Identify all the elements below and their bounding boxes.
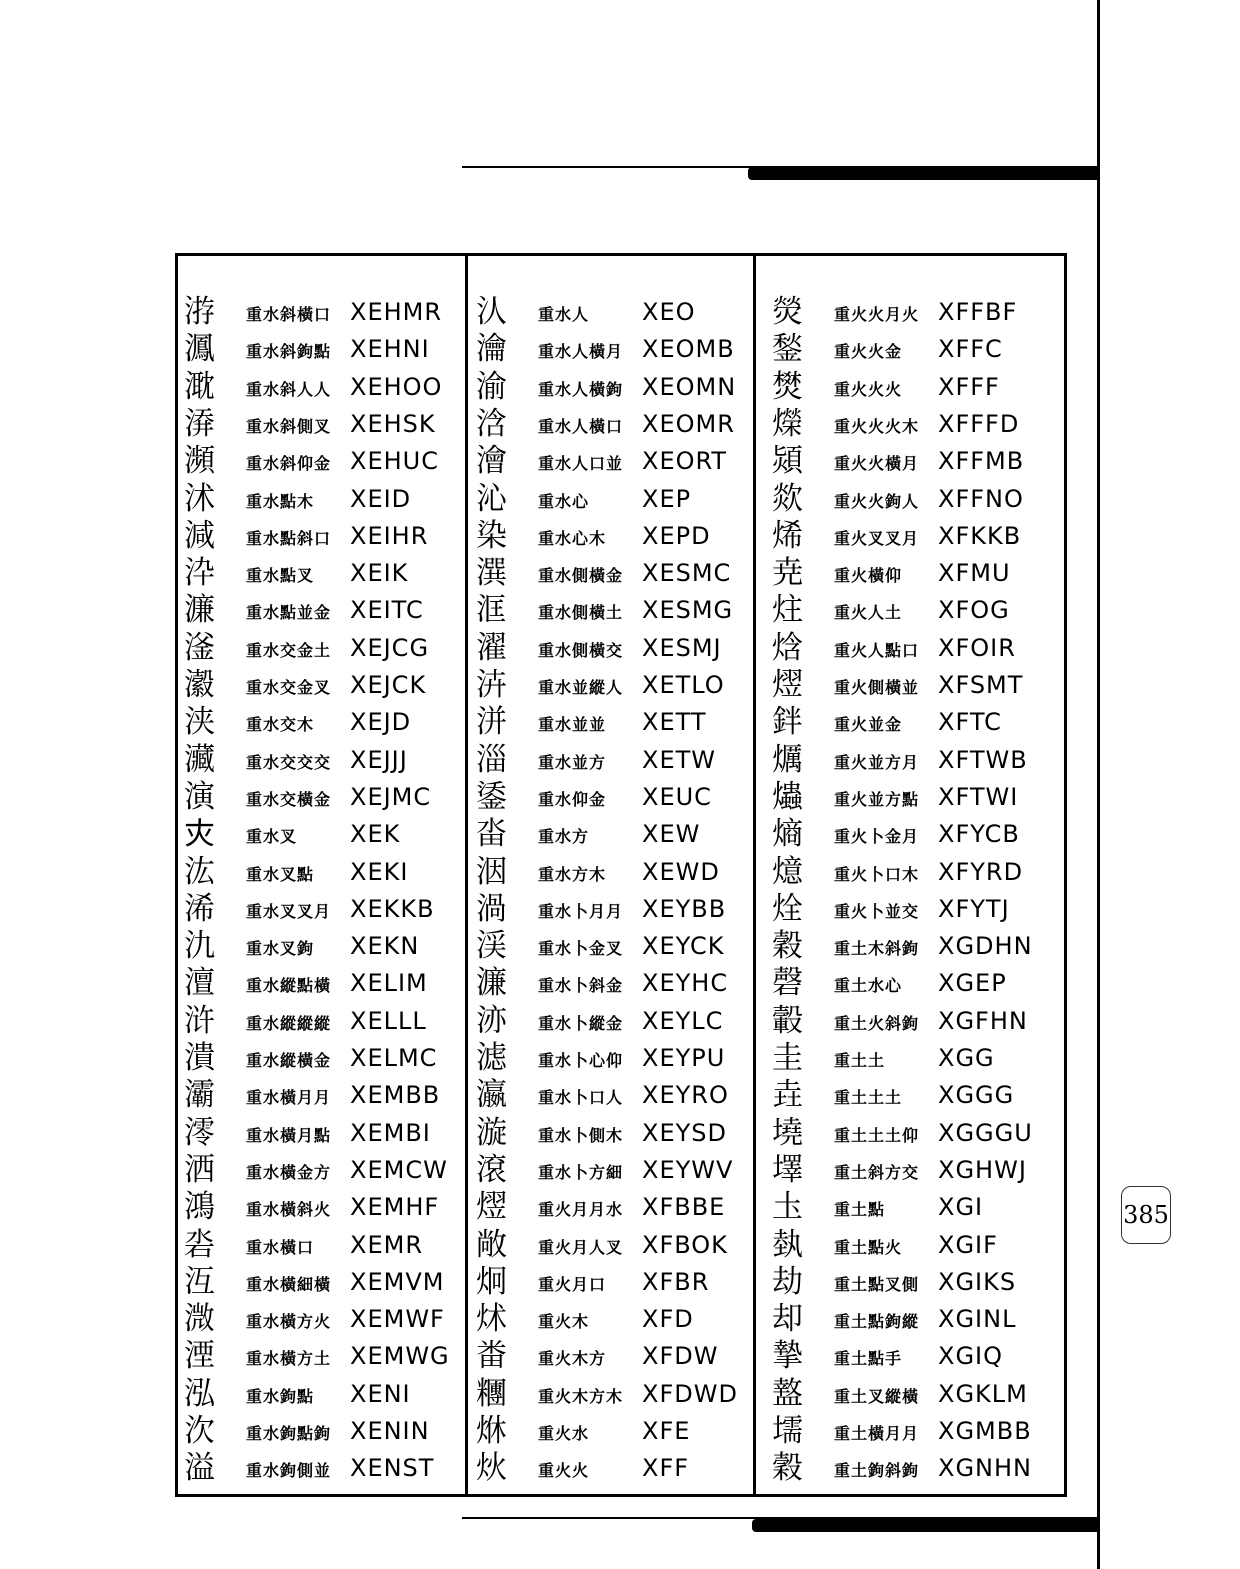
input-code: XEMBB <box>350 1081 441 1110</box>
character-glyph: 穀 <box>772 1450 803 1487</box>
input-code: XEIK <box>350 559 409 588</box>
radical-decomposition: 重火橫仰 <box>834 566 903 586</box>
input-code: XENIN <box>350 1417 430 1445</box>
input-code: XENST <box>350 1454 435 1483</box>
character-glyph: 洭 <box>476 592 507 629</box>
character-glyph: 汯 <box>184 853 215 890</box>
character-glyph: 濯 <box>476 629 507 666</box>
input-code: XELMC <box>350 1044 438 1072</box>
character-glyph: 濂 <box>184 592 215 629</box>
input-code: XFOIR <box>938 633 1016 662</box>
character-glyph: 滾 <box>476 1151 507 1188</box>
character-glyph: 却 <box>772 1301 803 1338</box>
character-glyph: 穀 <box>772 928 803 965</box>
radical-decomposition: 重土斜方交 <box>834 1162 920 1182</box>
radical-decomposition: 重水點木 <box>246 491 315 511</box>
input-code: XEWD <box>642 857 720 886</box>
radical-decomposition: 重水人橫口 <box>538 416 624 436</box>
character-glyph: 淄 <box>476 741 507 778</box>
character-glyph: 㵯 <box>184 331 215 368</box>
input-code: XGDHN <box>938 932 1033 961</box>
character-glyph: 爄 <box>772 741 803 778</box>
radical-decomposition: 重水橫斜火 <box>246 1200 332 1220</box>
input-code: XFYCB <box>938 820 1020 849</box>
input-code: XFTC <box>938 708 1002 737</box>
input-code: XEIHR <box>350 521 429 550</box>
radical-decomposition: 重水鉤側並 <box>246 1461 332 1481</box>
character-glyph: 爞 <box>772 778 803 815</box>
character-glyph: 熲 <box>772 443 803 480</box>
character-glyph: 鉡 <box>772 704 803 741</box>
character-glyph: 熒 <box>772 294 803 330</box>
character-glyph: 沍 <box>184 1263 215 1300</box>
input-code: XFFF <box>938 372 1000 401</box>
character-glyph: 湮 <box>184 1338 215 1375</box>
character-glyph: 欻 <box>772 480 803 517</box>
character-glyph: 溦 <box>184 1301 215 1338</box>
character-glyph: 沭 <box>184 480 215 517</box>
character-glyph: 潠 <box>476 555 507 592</box>
input-code: XFF <box>642 1454 690 1483</box>
input-code: XEMHF <box>350 1193 440 1222</box>
input-code: XGMBB <box>938 1417 1032 1445</box>
input-code: XGEP <box>938 969 1007 998</box>
character-glyph: 滤 <box>476 1040 507 1076</box>
radical-decomposition: 重水橫金方 <box>246 1162 332 1182</box>
character-glyph: 摯 <box>772 1338 803 1375</box>
radical-decomposition: 重水卜金叉 <box>538 939 624 959</box>
input-code: XEMCW <box>350 1155 448 1184</box>
input-code: XEOMB <box>642 335 735 364</box>
input-code: XEW <box>642 820 701 849</box>
radical-decomposition: 重火火火木 <box>834 416 920 436</box>
radical-decomposition: 重水橫方火 <box>246 1312 332 1332</box>
input-code: XETW <box>642 745 716 774</box>
radical-decomposition: 重水斜仰金 <box>246 454 332 474</box>
input-code: XEKKB <box>350 894 435 923</box>
input-code: XEOMR <box>642 409 735 438</box>
input-code: XFBBE <box>642 1193 726 1222</box>
character-glyph: 汄 <box>476 294 507 330</box>
radical-decomposition: 重土點 <box>834 1200 886 1220</box>
character-glyph: 氿 <box>184 928 215 965</box>
header-thick-rule <box>748 167 1098 180</box>
input-code: XGG <box>938 1044 995 1072</box>
radical-decomposition: 重火水 <box>538 1424 590 1443</box>
radical-decomposition: 重水橫月點 <box>246 1125 332 1145</box>
radical-decomposition: 重土點手 <box>834 1349 903 1369</box>
radical-decomposition: 重土點叉側 <box>834 1274 920 1294</box>
input-code: XEJMC <box>350 782 432 811</box>
input-code: XELLL <box>350 1006 427 1035</box>
character-glyph: 爃 <box>772 405 803 442</box>
radical-decomposition: 重土土 <box>834 1051 886 1070</box>
radical-decomposition: 重水交木 <box>246 715 315 735</box>
character-glyph: 鋈 <box>476 778 507 815</box>
radical-decomposition: 重水方 <box>538 827 590 847</box>
radical-decomposition: 重水人橫鉤 <box>538 379 624 399</box>
input-code: XEYPU <box>642 1044 726 1072</box>
radical-decomposition: 重火並方月 <box>834 752 920 772</box>
input-code: XFDWD <box>642 1379 738 1408</box>
radical-decomposition: 重水橫月月 <box>246 1088 332 1108</box>
radical-decomposition: 重水並方 <box>538 752 607 772</box>
column-divider-1 <box>465 253 468 1497</box>
radical-decomposition: 重土火斜鉤 <box>834 1013 920 1033</box>
character-glyph: 炢 <box>476 1301 507 1338</box>
input-code: XFOG <box>938 596 1010 625</box>
character-glyph: 澮 <box>476 443 507 480</box>
input-code: XETLO <box>642 671 725 699</box>
input-code: XGIQ <box>938 1342 1004 1371</box>
character-glyph: 潰 <box>184 1040 215 1076</box>
input-code: XFKKB <box>938 521 1022 550</box>
character-glyph: 洇 <box>476 853 507 890</box>
input-code: XEHMR <box>350 298 443 326</box>
radical-decomposition: 重火木方木 <box>538 1386 624 1406</box>
character-glyph: 燱 <box>772 853 803 890</box>
character-glyph: 熵 <box>772 816 803 853</box>
input-code: XEK <box>350 820 401 849</box>
character-glyph: 瀹 <box>476 331 507 368</box>
radical-decomposition: 重水橫口 <box>246 1237 315 1257</box>
character-glyph: 圡 <box>772 1189 803 1226</box>
radical-decomposition: 重水斜人人 <box>246 379 332 399</box>
character-glyph: 演 <box>184 778 215 815</box>
character-glyph: 敞 <box>476 1226 507 1263</box>
input-code: XEJJJ <box>350 745 408 774</box>
radical-decomposition: 重水卜方細 <box>538 1162 624 1182</box>
character-glyph: 沯 <box>184 1226 215 1263</box>
radical-decomposition: 重水縱橫金 <box>246 1051 332 1070</box>
radical-decomposition: 重火卜金月 <box>834 827 920 847</box>
radical-decomposition: 重火火鉤人 <box>834 491 920 511</box>
radical-decomposition: 重土土土仰 <box>834 1125 920 1145</box>
input-code: XFFC <box>938 335 1003 364</box>
radical-decomposition: 重火火橫月 <box>834 454 920 474</box>
character-glyph: 泋 <box>476 667 507 703</box>
input-code: XEKN <box>350 932 420 961</box>
input-code: XEJCK <box>350 671 427 699</box>
radical-decomposition: 重火月月水 <box>538 1200 624 1220</box>
character-glyph: 炷 <box>772 592 803 629</box>
input-code: XEYRO <box>642 1081 729 1110</box>
character-glyph: 㳺 <box>184 294 215 330</box>
input-code: XGINL <box>938 1305 1017 1334</box>
input-code: XFBOK <box>642 1230 728 1259</box>
character-glyph: 炏 <box>476 1450 507 1487</box>
character-glyph: 減 <box>184 517 215 554</box>
input-code: XEHSK <box>350 409 436 438</box>
character-glyph: 燓 <box>772 368 803 405</box>
input-code: XEYSD <box>642 1118 727 1147</box>
character-glyph: 浛 <box>476 405 507 442</box>
page-number-badge <box>1121 1186 1171 1244</box>
radical-decomposition: 重水卜月月 <box>538 901 624 921</box>
radical-decomposition: 重土水心 <box>834 976 903 996</box>
character-glyph: 尭 <box>772 555 803 592</box>
input-code: XEORT <box>642 447 728 476</box>
character-glyph: 埶 <box>772 1226 803 1263</box>
character-glyph: 泓 <box>184 1375 215 1412</box>
radical-decomposition: 重土鉤斜鉤 <box>834 1461 920 1481</box>
radical-decomposition: 重火木方 <box>538 1349 607 1369</box>
character-glyph: 𡗜 <box>184 816 215 853</box>
input-code: XFBR <box>642 1267 710 1296</box>
character-glyph: 糰 <box>476 1375 507 1412</box>
character-glyph: 焓 <box>772 629 803 666</box>
character-glyph: 墝 <box>772 1114 803 1151</box>
radical-decomposition: 重水斜鉤點 <box>246 342 332 362</box>
radical-decomposition: 重水卜側木 <box>538 1125 624 1145</box>
character-glyph: 劫 <box>772 1263 803 1300</box>
character-glyph: 沁 <box>476 480 507 517</box>
input-code: XFE <box>642 1417 691 1445</box>
radical-decomposition: 重土木斜鉤 <box>834 939 920 959</box>
radical-decomposition: 重水卜縱金 <box>538 1013 624 1033</box>
input-code: XEUC <box>642 782 712 811</box>
input-code: XEPD <box>642 521 711 550</box>
input-code: XFDW <box>642 1342 719 1371</box>
character-glyph: 烇 <box>772 890 803 927</box>
radical-decomposition: 重水心 <box>538 491 590 511</box>
character-glyph: 浠 <box>184 890 215 927</box>
input-code: XGNHN <box>938 1454 1032 1483</box>
input-code: XELIM <box>350 969 428 998</box>
character-glyph: 瀕 <box>184 443 215 480</box>
radical-decomposition: 重火並金 <box>834 715 903 735</box>
radical-decomposition: 重水橫細橫 <box>246 1274 332 1294</box>
input-code: XFFNO <box>938 484 1024 513</box>
input-code: XEMR <box>350 1230 423 1259</box>
input-code: XEJD <box>350 708 412 737</box>
input-code: XFFBF <box>938 298 1018 326</box>
input-code: XEMVM <box>350 1267 445 1296</box>
radical-decomposition: 重水交金土 <box>246 640 332 660</box>
radical-decomposition: 重火卜並交 <box>834 901 920 921</box>
radical-decomposition: 重水叉叉月 <box>246 901 332 921</box>
character-glyph: 瀫 <box>184 667 215 703</box>
character-glyph: 㴁 <box>184 405 215 442</box>
radical-decomposition: 重水心木 <box>538 528 607 548</box>
input-code: XEMWG <box>350 1342 450 1371</box>
radical-decomposition: 重火卜口木 <box>834 864 920 884</box>
radical-decomposition: 重水側橫交 <box>538 640 624 660</box>
radical-decomposition: 重火火火 <box>834 379 903 399</box>
input-code: XGFHN <box>938 1006 1028 1035</box>
radical-decomposition: 重水卜斜金 <box>538 976 624 996</box>
character-glyph: 熤 <box>772 667 803 703</box>
radical-decomposition: 重水叉點 <box>246 864 315 884</box>
margin-vertical-rule <box>1097 0 1100 1569</box>
radical-decomposition: 重土點鉤縱 <box>834 1312 920 1332</box>
radical-decomposition: 重水橫方土 <box>246 1349 332 1369</box>
input-code: XFSMT <box>938 671 1024 699</box>
radical-decomposition: 重水仰金 <box>538 789 607 809</box>
character-glyph: 盩 <box>772 1375 803 1412</box>
radical-decomposition: 重火月人叉 <box>538 1237 624 1257</box>
page-number: 385 <box>1123 1201 1169 1229</box>
input-code: XFTWB <box>938 745 1028 774</box>
input-code: XFD <box>642 1305 694 1334</box>
character-glyph: 灞 <box>184 1077 215 1114</box>
character-glyph: 烯 <box>772 517 803 554</box>
character-glyph: 垚 <box>772 1077 803 1114</box>
input-code: XFMU <box>938 559 1011 588</box>
input-code: XGIKS <box>938 1267 1017 1296</box>
character-glyph: 浃 <box>184 704 215 741</box>
character-glyph: 熤 <box>476 1189 507 1226</box>
radical-decomposition: 重水交金叉 <box>246 678 332 697</box>
radical-decomposition: 重水並並 <box>538 715 607 735</box>
radical-decomposition: 重水點叉 <box>246 566 315 586</box>
character-glyph: 烌 <box>476 1413 507 1449</box>
radical-decomposition: 重水點斜口 <box>246 528 332 548</box>
input-code: XEITC <box>350 596 424 625</box>
radical-decomposition: 重水斜橫口 <box>246 305 332 324</box>
character-glyph: 洴 <box>476 704 507 741</box>
input-code: XFYTJ <box>938 894 1010 923</box>
input-code: XFFMB <box>938 447 1025 476</box>
character-glyph: 磬 <box>772 965 803 1002</box>
input-code: XESMG <box>642 596 734 625</box>
input-code: XEID <box>350 484 412 513</box>
input-code: XESMC <box>642 559 732 588</box>
character-glyph: 洒 <box>184 1151 215 1188</box>
input-code: XEKI <box>350 857 409 886</box>
input-code: XEHOO <box>350 372 443 401</box>
character-glyph: 㴷 <box>184 368 215 405</box>
character-glyph: 瀛 <box>476 1077 507 1114</box>
input-code: XGGG <box>938 1081 1015 1110</box>
input-code: XGGGU <box>938 1118 1033 1147</box>
radical-decomposition: 重火月口 <box>538 1274 607 1294</box>
input-code: XETT <box>642 708 707 737</box>
character-glyph: 轂 <box>772 1002 803 1039</box>
radical-decomposition: 重火人點口 <box>834 640 920 660</box>
radical-decomposition: 重水人橫月 <box>538 342 624 362</box>
character-glyph: 㳃 <box>184 555 215 592</box>
input-code: XEO <box>642 298 696 326</box>
character-glyph: 渦 <box>476 890 507 927</box>
radical-decomposition: 重水卜口人 <box>538 1088 624 1108</box>
radical-decomposition: 重水點並金 <box>246 603 332 623</box>
radical-decomposition: 重火人土 <box>834 603 903 623</box>
radical-decomposition: 重火火月火 <box>834 305 920 324</box>
character-glyph: 畨 <box>476 1338 507 1375</box>
radical-decomposition: 重水縱點橫 <box>246 976 332 996</box>
character-glyph: 畓 <box>476 816 507 853</box>
input-code: XGIF <box>938 1230 998 1259</box>
input-code: XEOMN <box>642 372 737 401</box>
radical-decomposition: 重水縱縱縱 <box>246 1013 332 1033</box>
character-glyph: 溢 <box>184 1450 215 1487</box>
character-glyph: 滏 <box>184 629 215 666</box>
character-glyph: 㳄 <box>184 1413 215 1449</box>
input-code: XFFFD <box>938 409 1020 438</box>
radical-decomposition: 重水交橫金 <box>246 789 332 809</box>
input-code: XGHWJ <box>938 1155 1027 1184</box>
character-glyph: 渝 <box>476 368 507 405</box>
column-divider-2 <box>753 253 756 1497</box>
radical-decomposition: 重土橫月月 <box>834 1424 920 1443</box>
character-glyph: 炯 <box>476 1263 507 1300</box>
input-code: XESMJ <box>642 633 722 662</box>
radical-decomposition: 重土點火 <box>834 1237 903 1257</box>
radical-decomposition: 重土叉縱橫 <box>834 1386 920 1406</box>
radical-decomposition: 重火火 <box>538 1461 590 1481</box>
character-glyph: 圭 <box>772 1040 803 1076</box>
input-code: XEYCK <box>642 932 725 961</box>
character-glyph: 澶 <box>184 965 215 1002</box>
radical-decomposition: 重水鉤點鉤 <box>246 1424 332 1443</box>
input-code: XEYWV <box>642 1155 734 1184</box>
character-glyph: 鍫 <box>772 331 803 368</box>
radical-decomposition: 重火木 <box>538 1312 590 1332</box>
character-glyph: 漩 <box>476 1114 507 1151</box>
radical-decomposition: 重水交交交 <box>246 752 332 772</box>
input-code: XFTWI <box>938 782 1019 811</box>
input-code: XEMWF <box>350 1305 445 1334</box>
input-code: XEJCG <box>350 633 430 662</box>
input-code: XGKLM <box>938 1379 1028 1408</box>
radical-decomposition: 重水叉鉤 <box>246 939 315 959</box>
radical-decomposition: 重水人 <box>538 305 590 324</box>
character-glyph: 洂 <box>476 1002 507 1039</box>
character-glyph: 澪 <box>184 1114 215 1151</box>
radical-decomposition: 重水斜側叉 <box>246 416 332 436</box>
radical-decomposition: 重水鉤點 <box>246 1386 315 1406</box>
radical-decomposition: 重水側橫金 <box>538 566 624 586</box>
radical-decomposition: 重火並方點 <box>834 789 920 809</box>
input-code: XEHUC <box>350 447 439 476</box>
input-code: XFYRD <box>938 857 1024 886</box>
input-code: XEYHC <box>642 969 729 998</box>
radical-decomposition: 重水叉 <box>246 827 298 847</box>
radical-decomposition: 重水人口並 <box>538 454 624 474</box>
radical-decomposition: 重火側橫並 <box>834 678 920 697</box>
input-code: XEYBB <box>642 894 727 923</box>
radical-decomposition: 重水側橫土 <box>538 603 624 623</box>
radical-decomposition: 重水方木 <box>538 864 607 884</box>
character-glyph: 壖 <box>772 1413 803 1449</box>
radical-decomposition: 重火火金 <box>834 342 903 362</box>
footer-thick-rule <box>752 1519 1098 1532</box>
character-glyph: 㶓 <box>184 741 215 778</box>
character-glyph: 染 <box>476 517 507 554</box>
input-code: XENI <box>350 1379 411 1408</box>
input-code: XEYLC <box>642 1006 724 1035</box>
input-code: XGI <box>938 1193 984 1222</box>
character-glyph: 濂 <box>476 965 507 1002</box>
character-glyph: 鴻 <box>184 1189 215 1226</box>
input-code: XEHNI <box>350 335 430 364</box>
input-code: XEMBI <box>350 1118 431 1147</box>
character-glyph: 渓 <box>476 928 507 965</box>
radical-decomposition: 重火叉叉月 <box>834 528 920 548</box>
character-glyph: 墿 <box>772 1151 803 1188</box>
radical-decomposition: 重水卜心仰 <box>538 1051 624 1070</box>
character-glyph: 浒 <box>184 1002 215 1039</box>
radical-decomposition: 重土土土 <box>834 1088 903 1108</box>
radical-decomposition: 重水並縱人 <box>538 678 624 697</box>
input-code: XEP <box>642 484 692 513</box>
